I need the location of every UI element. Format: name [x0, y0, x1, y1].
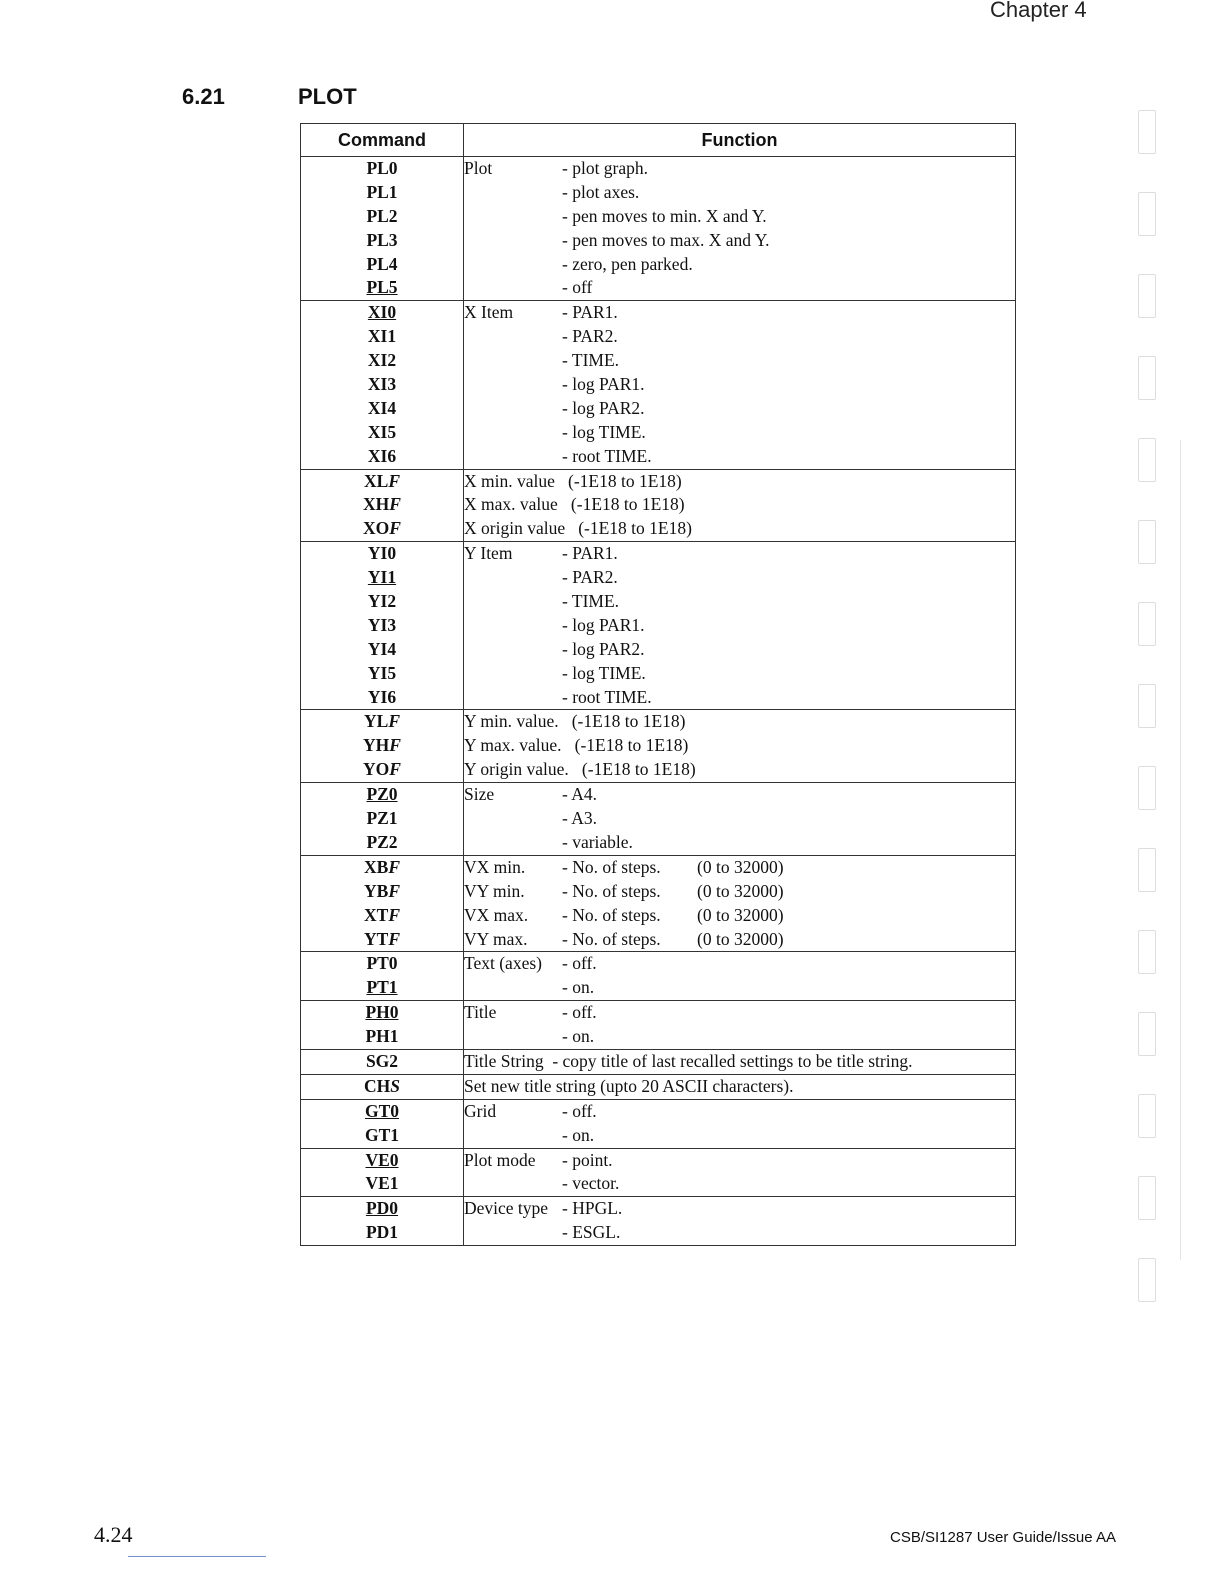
- command-cell: [301, 157, 464, 301]
- function-description: - plot graph.: [562, 158, 649, 178]
- function-description: - root TIME.: [562, 686, 652, 707]
- function-range: (0 to 32000): [697, 880, 784, 901]
- function-line: [464, 205, 1015, 229]
- section-number: 6.21: [182, 84, 225, 109]
- command-code: [301, 783, 463, 807]
- command-code-text: XI2: [367, 350, 397, 371]
- margin-tab: [1138, 356, 1156, 400]
- command-parameter-suffix: F: [388, 856, 400, 877]
- function-description: - vector.: [562, 1173, 620, 1194]
- table-body: [301, 157, 1016, 1246]
- table-row: [301, 301, 1016, 469]
- table-header-row: [301, 124, 1016, 157]
- command-code-text: YB: [364, 880, 389, 901]
- function-description: - root TIME.: [562, 445, 652, 466]
- command-code: [301, 421, 463, 445]
- function-cell: [464, 1099, 1016, 1148]
- function-label: Plot: [464, 158, 493, 178]
- function-label: Y Item: [464, 543, 513, 564]
- document-reference: CSB/SI1287 User Guide/Issue AA: [890, 1529, 1116, 1546]
- command-code: [301, 542, 463, 566]
- function-description: - TIME.: [562, 591, 620, 612]
- command-code: [301, 349, 463, 373]
- function-description: Y origin value. (-1E18 to 1E18): [464, 759, 696, 780]
- function-line: [464, 253, 1015, 277]
- command-code-text: PT1: [366, 977, 398, 998]
- margin-tab: [1138, 192, 1156, 236]
- command-code: [301, 831, 463, 855]
- function-description: Title String - copy title of last recalled settings to be title string.: [464, 1050, 913, 1071]
- command-code: [301, 517, 463, 541]
- function-cell: [464, 1049, 1016, 1074]
- function-line: [464, 1025, 1015, 1049]
- function-cell: [464, 1197, 1016, 1246]
- function-description: - PAR2.: [562, 567, 618, 588]
- command-code: [301, 301, 463, 325]
- function-line: [464, 1050, 1015, 1074]
- command-code-text: PD1: [365, 1222, 399, 1243]
- command-code-text: YH: [363, 735, 390, 756]
- command-code: [301, 614, 463, 638]
- table-row: [301, 542, 1016, 710]
- command-code-text: XH: [363, 494, 390, 515]
- function-cell: [464, 855, 1016, 952]
- function-line: [464, 1172, 1015, 1196]
- command-code: [301, 734, 463, 758]
- command-code: [301, 276, 463, 300]
- function-description: - log TIME.: [562, 421, 646, 442]
- function-cell: [464, 542, 1016, 710]
- function-line: [464, 325, 1015, 349]
- command-code: [301, 590, 463, 614]
- function-description: - log PAR1.: [562, 614, 645, 635]
- command-code-text: PZ0: [366, 784, 398, 805]
- command-code-text: XT: [364, 904, 389, 925]
- command-code-text: GT0: [364, 1100, 400, 1121]
- function-description: - TIME.: [562, 350, 620, 371]
- function-description: - log PAR1.: [562, 374, 645, 395]
- command-parameter-suffix: F: [389, 518, 401, 539]
- command-code-text: PL4: [366, 253, 398, 274]
- function-label: VX max.: [464, 904, 529, 925]
- command-code: [301, 181, 463, 205]
- command-code: [301, 205, 463, 229]
- command-code-text: XI6: [367, 445, 397, 466]
- command-code: [301, 470, 463, 494]
- command-cell: [301, 1074, 464, 1099]
- function-description: X origin value (-1E18 to 1E18): [464, 518, 692, 539]
- footer-rule: [128, 1556, 266, 1557]
- command-code-text: PZ1: [366, 808, 398, 829]
- command-cell: [301, 542, 464, 710]
- function-label: X Item: [464, 302, 514, 323]
- command-code-text: PL1: [366, 181, 398, 202]
- table-row: [301, 1001, 1016, 1050]
- command-column-header: Command: [301, 124, 464, 157]
- command-code-text: YT: [364, 928, 389, 949]
- function-line: [464, 1149, 1015, 1173]
- function-line: [464, 157, 1015, 181]
- function-description: Y max. value. (-1E18 to 1E18): [464, 735, 689, 756]
- command-code: [301, 445, 463, 469]
- command-code-text: YI0: [367, 543, 397, 564]
- command-code: [301, 1221, 463, 1245]
- command-code-text: XI4: [367, 397, 397, 418]
- function-label: VX min.: [464, 856, 526, 877]
- command-code-text: XO: [363, 518, 390, 539]
- command-code: [301, 1050, 463, 1074]
- command-code: [301, 904, 463, 928]
- function-description: - HPGL.: [562, 1198, 623, 1219]
- command-code-text: XL: [364, 470, 389, 491]
- function-description: - off: [562, 277, 593, 298]
- command-code-text: CH: [364, 1075, 391, 1096]
- function-cell: [464, 1148, 1016, 1197]
- function-cell: [464, 783, 1016, 856]
- table-row: [301, 855, 1016, 952]
- function-description: - off.: [562, 1100, 597, 1121]
- function-range: (0 to 32000): [697, 904, 784, 925]
- command-code-text: YI4: [367, 638, 397, 659]
- function-line: [464, 397, 1015, 421]
- command-code: [301, 1197, 463, 1221]
- command-code-text: XI0: [367, 302, 397, 323]
- command-code: [301, 157, 463, 181]
- margin-tab: [1138, 1012, 1156, 1056]
- command-code-text: YO: [363, 759, 390, 780]
- function-line: [464, 856, 1015, 880]
- table-row: [301, 1074, 1016, 1099]
- command-code: [301, 758, 463, 782]
- command-code-text: VE0: [365, 1149, 399, 1170]
- section-title: PLOT: [298, 84, 357, 109]
- function-label: Grid: [464, 1100, 497, 1121]
- command-code: [301, 229, 463, 253]
- function-description: X min. value (-1E18 to 1E18): [464, 470, 682, 491]
- function-description: - zero, pen parked.: [562, 253, 693, 274]
- function-cell: [464, 301, 1016, 469]
- command-code-text: YI2: [367, 591, 397, 612]
- command-code: [301, 1149, 463, 1173]
- function-description: - ESGL.: [562, 1222, 621, 1243]
- function-line: [464, 614, 1015, 638]
- command-code-text: YI3: [367, 614, 397, 635]
- table-row: [301, 710, 1016, 783]
- command-code: [301, 1025, 463, 1049]
- function-description: Y min. value. (-1E18 to 1E18): [464, 711, 686, 732]
- function-line: [464, 880, 1015, 904]
- plot-command-table: [300, 123, 1016, 1246]
- function-description: - on.: [562, 977, 595, 998]
- margin-tab: [1138, 110, 1156, 154]
- function-line: [464, 373, 1015, 397]
- margin-tab: [1138, 1176, 1156, 1220]
- command-code-text: PL5: [366, 277, 398, 298]
- function-cell: [464, 157, 1016, 301]
- function-line: [464, 1100, 1015, 1124]
- function-label: Title: [464, 1002, 497, 1023]
- function-line: [464, 470, 1015, 494]
- margin-tab: [1138, 1258, 1156, 1302]
- command-cell: [301, 469, 464, 542]
- function-label: Size: [464, 784, 495, 805]
- command-code: [301, 880, 463, 904]
- function-column-header: Function: [464, 124, 1016, 157]
- margin-tab: [1138, 930, 1156, 974]
- function-line: [464, 638, 1015, 662]
- command-parameter-suffix: F: [389, 494, 401, 515]
- margin-tab: [1138, 438, 1156, 482]
- command-parameter-suffix: F: [388, 880, 400, 901]
- command-code-text: PH1: [365, 1026, 399, 1047]
- function-description: - PAR2.: [562, 326, 618, 347]
- command-code-text: PL0: [366, 158, 398, 178]
- function-description: - on.: [562, 1124, 595, 1145]
- command-code-text: XB: [364, 856, 389, 877]
- table-row: [301, 1049, 1016, 1074]
- command-code-text: XI1: [367, 326, 397, 347]
- function-description: - variable.: [562, 831, 633, 852]
- function-line: [464, 445, 1015, 469]
- command-cell: [301, 1197, 464, 1246]
- command-code-text: VE1: [365, 1173, 399, 1194]
- command-cell: [301, 1099, 464, 1148]
- function-description: Set new title string (upto 20 ASCII characters).: [464, 1075, 794, 1096]
- command-parameter-suffix: F: [388, 928, 400, 949]
- command-code-text: PL3: [366, 229, 398, 250]
- table-row: [301, 952, 1016, 1001]
- command-code-text: YI1: [367, 567, 397, 588]
- table-row: [301, 1197, 1016, 1246]
- function-label: VY max.: [464, 928, 528, 949]
- function-description: - PAR1.: [562, 543, 618, 564]
- function-line: [464, 1197, 1015, 1221]
- margin-tab-marks: [1138, 110, 1158, 1340]
- command-parameter-suffix: F: [389, 735, 401, 756]
- function-line: [464, 301, 1015, 325]
- command-code-text: PL2: [366, 205, 398, 226]
- function-line: [464, 831, 1015, 855]
- command-code-text: PZ2: [366, 831, 398, 852]
- command-code: [301, 1172, 463, 1196]
- command-code-text: PH0: [365, 1002, 399, 1023]
- function-line: [464, 1075, 1015, 1099]
- function-description: - point.: [562, 1149, 613, 1170]
- command-code: [301, 397, 463, 421]
- function-description: - A3.: [562, 808, 597, 829]
- function-range: (0 to 32000): [697, 928, 784, 949]
- command-code-text: GT1: [364, 1124, 400, 1145]
- command-code: [301, 373, 463, 397]
- command-code: [301, 807, 463, 831]
- command-code-text: XI5: [367, 421, 397, 442]
- function-description: - log PAR2.: [562, 638, 645, 659]
- function-line: [464, 758, 1015, 782]
- command-code: [301, 686, 463, 710]
- command-cell: [301, 710, 464, 783]
- function-line: [464, 734, 1015, 758]
- command-parameter-suffix: F: [388, 711, 400, 732]
- command-cell: [301, 1001, 464, 1050]
- function-label: Text (axes): [464, 953, 542, 974]
- function-cell: [464, 1074, 1016, 1099]
- command-code: [301, 566, 463, 590]
- function-line: [464, 783, 1015, 807]
- margin-tab: [1138, 274, 1156, 318]
- command-cell: [301, 1148, 464, 1197]
- command-code: [301, 493, 463, 517]
- function-line: [464, 976, 1015, 1000]
- function-description: - No. of steps.: [562, 904, 661, 925]
- function-line: [464, 1221, 1015, 1245]
- function-line: [464, 904, 1015, 928]
- command-code: [301, 928, 463, 952]
- command-code: [301, 662, 463, 686]
- command-parameter-suffix: F: [388, 904, 400, 925]
- command-code-text: YI5: [367, 662, 397, 683]
- function-label: VY min.: [464, 880, 525, 901]
- function-description: - log PAR2.: [562, 397, 645, 418]
- margin-tab: [1138, 520, 1156, 564]
- function-line: [464, 349, 1015, 373]
- command-code: [301, 856, 463, 880]
- function-description: - off.: [562, 1002, 597, 1023]
- margin-tab: [1138, 848, 1156, 892]
- function-cell: [464, 710, 1016, 783]
- function-line: [464, 590, 1015, 614]
- margin-tab: [1138, 602, 1156, 646]
- command-cell: [301, 301, 464, 469]
- table-row: [301, 469, 1016, 542]
- function-line: [464, 1124, 1015, 1148]
- function-line: [464, 229, 1015, 253]
- function-line: [464, 710, 1015, 734]
- function-line: [464, 566, 1015, 590]
- function-line: [464, 807, 1015, 831]
- table-row: [301, 1099, 1016, 1148]
- command-cell: [301, 783, 464, 856]
- command-code-text: PT0: [366, 953, 398, 974]
- function-line: [464, 686, 1015, 710]
- function-range: (0 to 32000): [697, 856, 784, 877]
- command-code: [301, 952, 463, 976]
- function-description: - A4.: [562, 784, 597, 805]
- function-description: - No. of steps.: [562, 856, 661, 877]
- function-description: X max. value (-1E18 to 1E18): [464, 494, 685, 515]
- function-line: [464, 928, 1015, 952]
- function-description: - on.: [562, 1026, 595, 1047]
- function-description: - log TIME.: [562, 662, 646, 683]
- function-line: [464, 421, 1015, 445]
- function-cell: [464, 952, 1016, 1001]
- function-line: [464, 517, 1015, 541]
- table-row: [301, 783, 1016, 856]
- command-cell: [301, 855, 464, 952]
- function-label: Plot mode: [464, 1149, 536, 1170]
- function-description: - PAR1.: [562, 302, 618, 323]
- table-row: [301, 157, 1016, 301]
- function-description: - No. of steps.: [562, 928, 661, 949]
- command-cell: [301, 1049, 464, 1074]
- command-code: [301, 325, 463, 349]
- page-number: 4.24: [94, 1522, 133, 1547]
- function-line: [464, 181, 1015, 205]
- command-parameter-suffix: F: [389, 759, 401, 780]
- function-cell: [464, 1001, 1016, 1050]
- chapter-header: Chapter 4: [990, 0, 1087, 22]
- command-code: [301, 976, 463, 1000]
- command-cell: [301, 952, 464, 1001]
- function-cell: [464, 469, 1016, 542]
- function-line: [464, 952, 1015, 976]
- command-code-text: YL: [364, 711, 389, 732]
- function-line: [464, 662, 1015, 686]
- page-edge-line: [1180, 440, 1181, 1260]
- command-code: [301, 638, 463, 662]
- command-code: [301, 1075, 463, 1099]
- command-parameter-suffix: S: [390, 1075, 400, 1096]
- margin-tab: [1138, 766, 1156, 810]
- function-description: - plot axes.: [562, 181, 640, 202]
- command-code: [301, 1100, 463, 1124]
- function-description: - off.: [562, 953, 597, 974]
- function-description: - pen moves to max. X and Y.: [562, 229, 770, 250]
- command-code: [301, 710, 463, 734]
- table-row: [301, 1148, 1016, 1197]
- command-code-text: XI3: [367, 374, 397, 395]
- function-label: Device type: [464, 1198, 549, 1219]
- function-description: - pen moves to min. X and Y.: [562, 205, 767, 226]
- margin-tab: [1138, 684, 1156, 728]
- margin-tab: [1138, 1094, 1156, 1138]
- function-line: [464, 542, 1015, 566]
- function-line: [464, 1001, 1015, 1025]
- command-code: [301, 1001, 463, 1025]
- command-code: [301, 1124, 463, 1148]
- command-code: [301, 253, 463, 277]
- command-code-text: PD0: [365, 1198, 399, 1219]
- command-code-text: SG2: [365, 1050, 399, 1071]
- function-line: [464, 493, 1015, 517]
- function-line: [464, 276, 1015, 300]
- command-parameter-suffix: F: [388, 470, 400, 491]
- function-description: - No. of steps.: [562, 880, 661, 901]
- command-code-text: YI6: [367, 686, 397, 707]
